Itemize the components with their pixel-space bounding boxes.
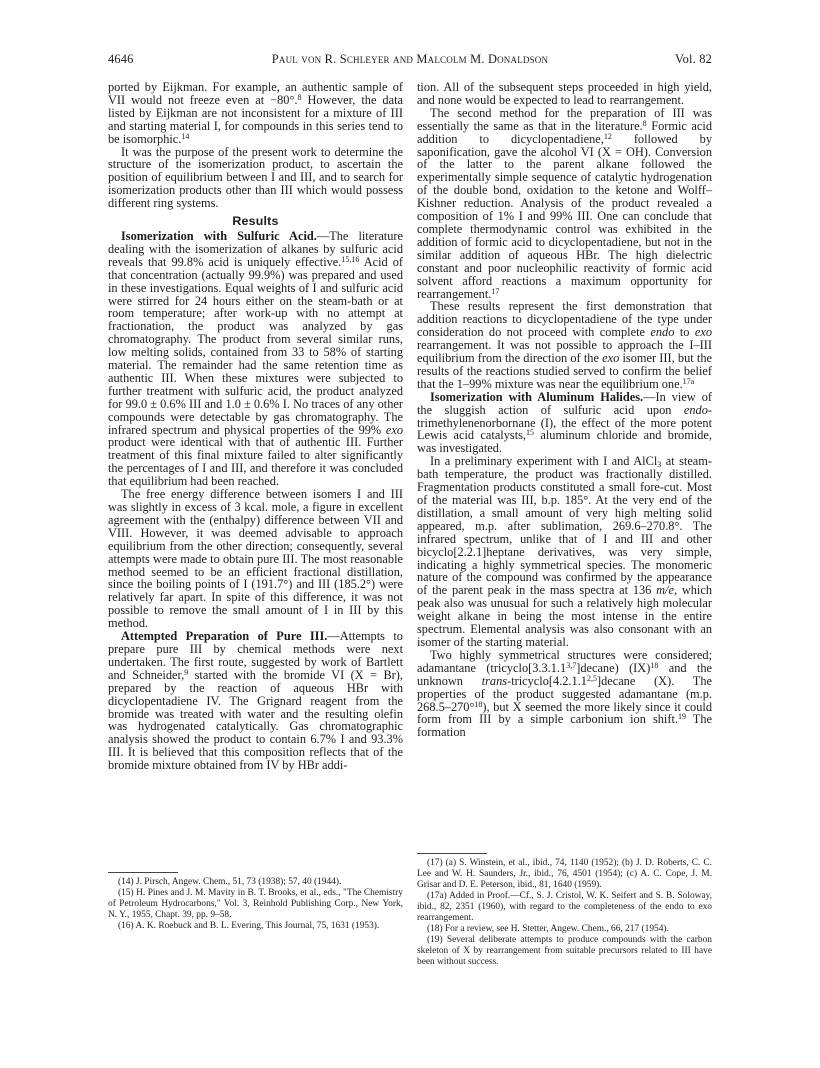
footnote: (14) J. Pirsch, Angew. Chem., 51, 73 (1938); 57, 40 (1944). [118, 877, 342, 887]
run-in-heading: Isomerization with Sulfuric Acid. [121, 228, 317, 243]
run-in-heading: Attempted Preparation of Pure III. [121, 629, 328, 644]
paragraph: In a preliminary experiment with I and AlCl$_3$ at steam-bath temperature, the product was fractionally distilled. Fragmentation products constituted a small fore-cut. Most of the material was III, b.p. 185°. At the very end of the distillation, a small amount of very high melting solid appeared, m.p. after sublimation, 269.6–270.8°. The infrared spectrum, unlike that of I and III and other bicyclo[2.2.1]heptane derivatives, was very simple, indicating a highly symmetrical species. The monomeric nature of the compound was confirmed by the appearance of the parent peak in the mass spectra at 136 m/e, which peak also was unusual for such a relatively high molecular weight alkane in being the most intense in the entire spectrum. Elemental analysis was also consonant with an isomer of the starting material. [417, 454, 713, 649]
footnote: (19) Several deliberate attempts to produce compounds with the carbon skeleton of X by rearrangement from suitable precursors related to III have been without success. [417, 935, 712, 967]
paragraph: The second method for the preparation of III was essentially the same as that in the literature.$^8$ Formic acid addition to dicyclopentadiene,$^{12}$ followed by saponification, gave the alcohol VI (X = OH). Conversion of the latter to the parent alkane followed the experimentally simple sequence of catalytic hydrogenation of the double bond, oxidation to the ketone and Wolff–Kishner reduction. Analysis of the product revealed a composition of 1% I and 99% III. One can conclude that complete thermodynamic control was exhibited in the addition of formic acid to dicyclopentadiene, but not in the similar addition of aqueous HBr. The high dielectric constant and poor nucleophilic reactivity of formic acid solvent afford reactions a maximum opportunity for rearrangement.$^{17}$ [417, 105, 712, 301]
footnotes-left [108, 872, 403, 932]
right-column [417, 81, 712, 739]
footnotes-right [417, 853, 712, 968]
paragraph: Attempted Preparation of Pure III.—Attempts to prepare pure III by chemical methods were next undertaken. The first route, suggested by work of Bartlett and Schneider,$^9$ started with the bromide VI (X = Br), prepared by the reaction of aqueous HBr with dicyclopentadiene IV. The Grignard reagent from the bromide was treated with water and the resulting olefin was hydrogenated catalytically. Gas chromatographic analysis showed the product to contain 6.7% I and 93.3% III. It is believed that this composition reflects that of the bromide mixture obtained from IV by HBr addi- [108, 629, 403, 773]
left-column [108, 81, 403, 772]
run-in-heading: Isomerization with Aluminum Halides. [430, 389, 644, 404]
section-heading: Results [232, 214, 279, 229]
footnote: (18) For a review, see H. Stetter, Angew. Chem., 66, 217 (1954). [427, 924, 669, 934]
footnote: (17a) Added in Proof.—Cf., S. J. Cristol, W. K. Seifert and S. B. Soloway, ibid., 82, 2351 (1960), with regard to the completeness of the endo to exo rearrangement. [417, 891, 712, 923]
paragraph: Two highly symmetrical structures were considered; adamantane (tricyclo[3.3.1.1$^{3,7}$]decane) (IX)$^{18}$ and the unknown trans-tricyclo[4.2.1.1$^{2,5}$]decane (X). The properties of the product suggested adamantane (m.p. 268.5–270°$^{18}$), but X seemed the more likely since it could form from III by a simple carbonium ion shift.$^{19}$ The formation [417, 647, 713, 740]
paragraph: tion. All of the subsequent steps proceeded in high yield, and none would be expected to lead to rearrangement. [417, 80, 712, 107]
paragraph: It was the purpose of the present work to determine the structure of the isomerization product, to ascertain the position of equilibrium between I and III, and to search for isomerization products other than III which would possess different ring systems. [108, 144, 403, 211]
paragraph: Isomerization with Aluminum Halides.—In view of the sluggish action of sulfuric acid upon endo-trimethylenenorbornane (I), the effect of the more potent Lewis acid catalysts,$^{15}$ aluminum chloride and bromide, was investigated. [417, 389, 713, 456]
footnote: (17) (a) S. Winstein, et al., ibid., 74, 1140 (1952); (b) J. D. Roberts, C. C. Lee and W. H. Saunders, Jr., ibid., 76, 4501 (1954); (c) A. C. Cope, J. M. Grisar and D. E. Peterson, ibid., 81, 1640 (1959). [417, 858, 712, 890]
footnote: (16) A. K. Roebuck and B. L. Evering, This Journal, 75, 1631 (1953). [118, 921, 380, 931]
running-head-authors: Paul von R. Schleyer and Malcolm M. Donaldson [271, 52, 549, 66]
footnote-rule [108, 872, 178, 873]
paragraph: ported by Eijkman. For example, an authentic sample of VII would not freeze even at −80°.$^8$ However, the data listed by Eijkman are not inconsistent for a mixture of III and starting material I, for compounds in this series tend to be isomorphic.$^{14}$ [108, 80, 403, 146]
volume-number: Vol. 82 [675, 52, 712, 66]
footnote-rule [417, 853, 487, 854]
page-number: 4646 [108, 52, 134, 66]
footnote: (15) H. Pines and J. M. Mavity in B. T. Brooks, et al., eds., "The Chemistry of Petroleum Hydrocarbons," Vol. 3, Reinhold Publishing Corp., New York, N. Y., 1955, Chapt. 39, pp. 9–58. [108, 888, 403, 920]
running-head [108, 52, 712, 68]
paragraph: Isomerization with Sulfuric Acid.—The literature dealing with the isomerization of alkanes by sulfuric acid reveals that 99.8% acid is uniquely effective.$^{15,16}$ Acid of that concentration (actually 99.9%) was prepared and used in these investigations. Equal weights of I and sulfuric acid were stirred for 24 hours either on the steam-bath or at room temperature; after work-up with no attempt at fractionation, the product was analyzed by gas chromatography. The product from several similar runs, low melting solids, contained from 33 to 58% of starting material. The remainder had the same retention time as authentic III. When these mixtures were subjected to further treatment with sulfuric acid, the product analyzed for 99.0 ± 0.6% III and 1.0 ± 0.6% I. No traces of any other compounds were detectable by gas chromatography. The infrared spectrum and physical properties of the 99% exo product were identical with that of authentic III. Further treatment of this final mixture failed to alter significantly the percentages of I and III, and therefore it was concluded that equilibrium had been reached. [108, 228, 403, 489]
paragraph: The free energy difference between isomers I and III was slightly in excess of 3 kcal. mole, a figure in excellent agreement with the (enthalpy) difference between VII and VIII. However, it was deemed advisable to approach equilibrium from the other direction; consequently, several attempts were made to obtain pure III. The most reasonable method seemed to be an efficient fractional distillation, since the boiling points of I (191.7°) and III (185.2°) were relatively far apart. In spite of this difference, it was not possible to remove the small amount of I in III by this method. [108, 487, 403, 631]
paragraph: These results represent the first demonstration that addition reactions to dicyclopentadiene of the type under consideration do not proceed with complete endo to exo rearrangement. It was not possible to approach the I–III equilibrium from the direction of the exo isomer III, but the results of the reactions studied served to confirm the belief that the 1–99% mixture was near the equilibrium one.$^{17a}$ [417, 299, 712, 391]
